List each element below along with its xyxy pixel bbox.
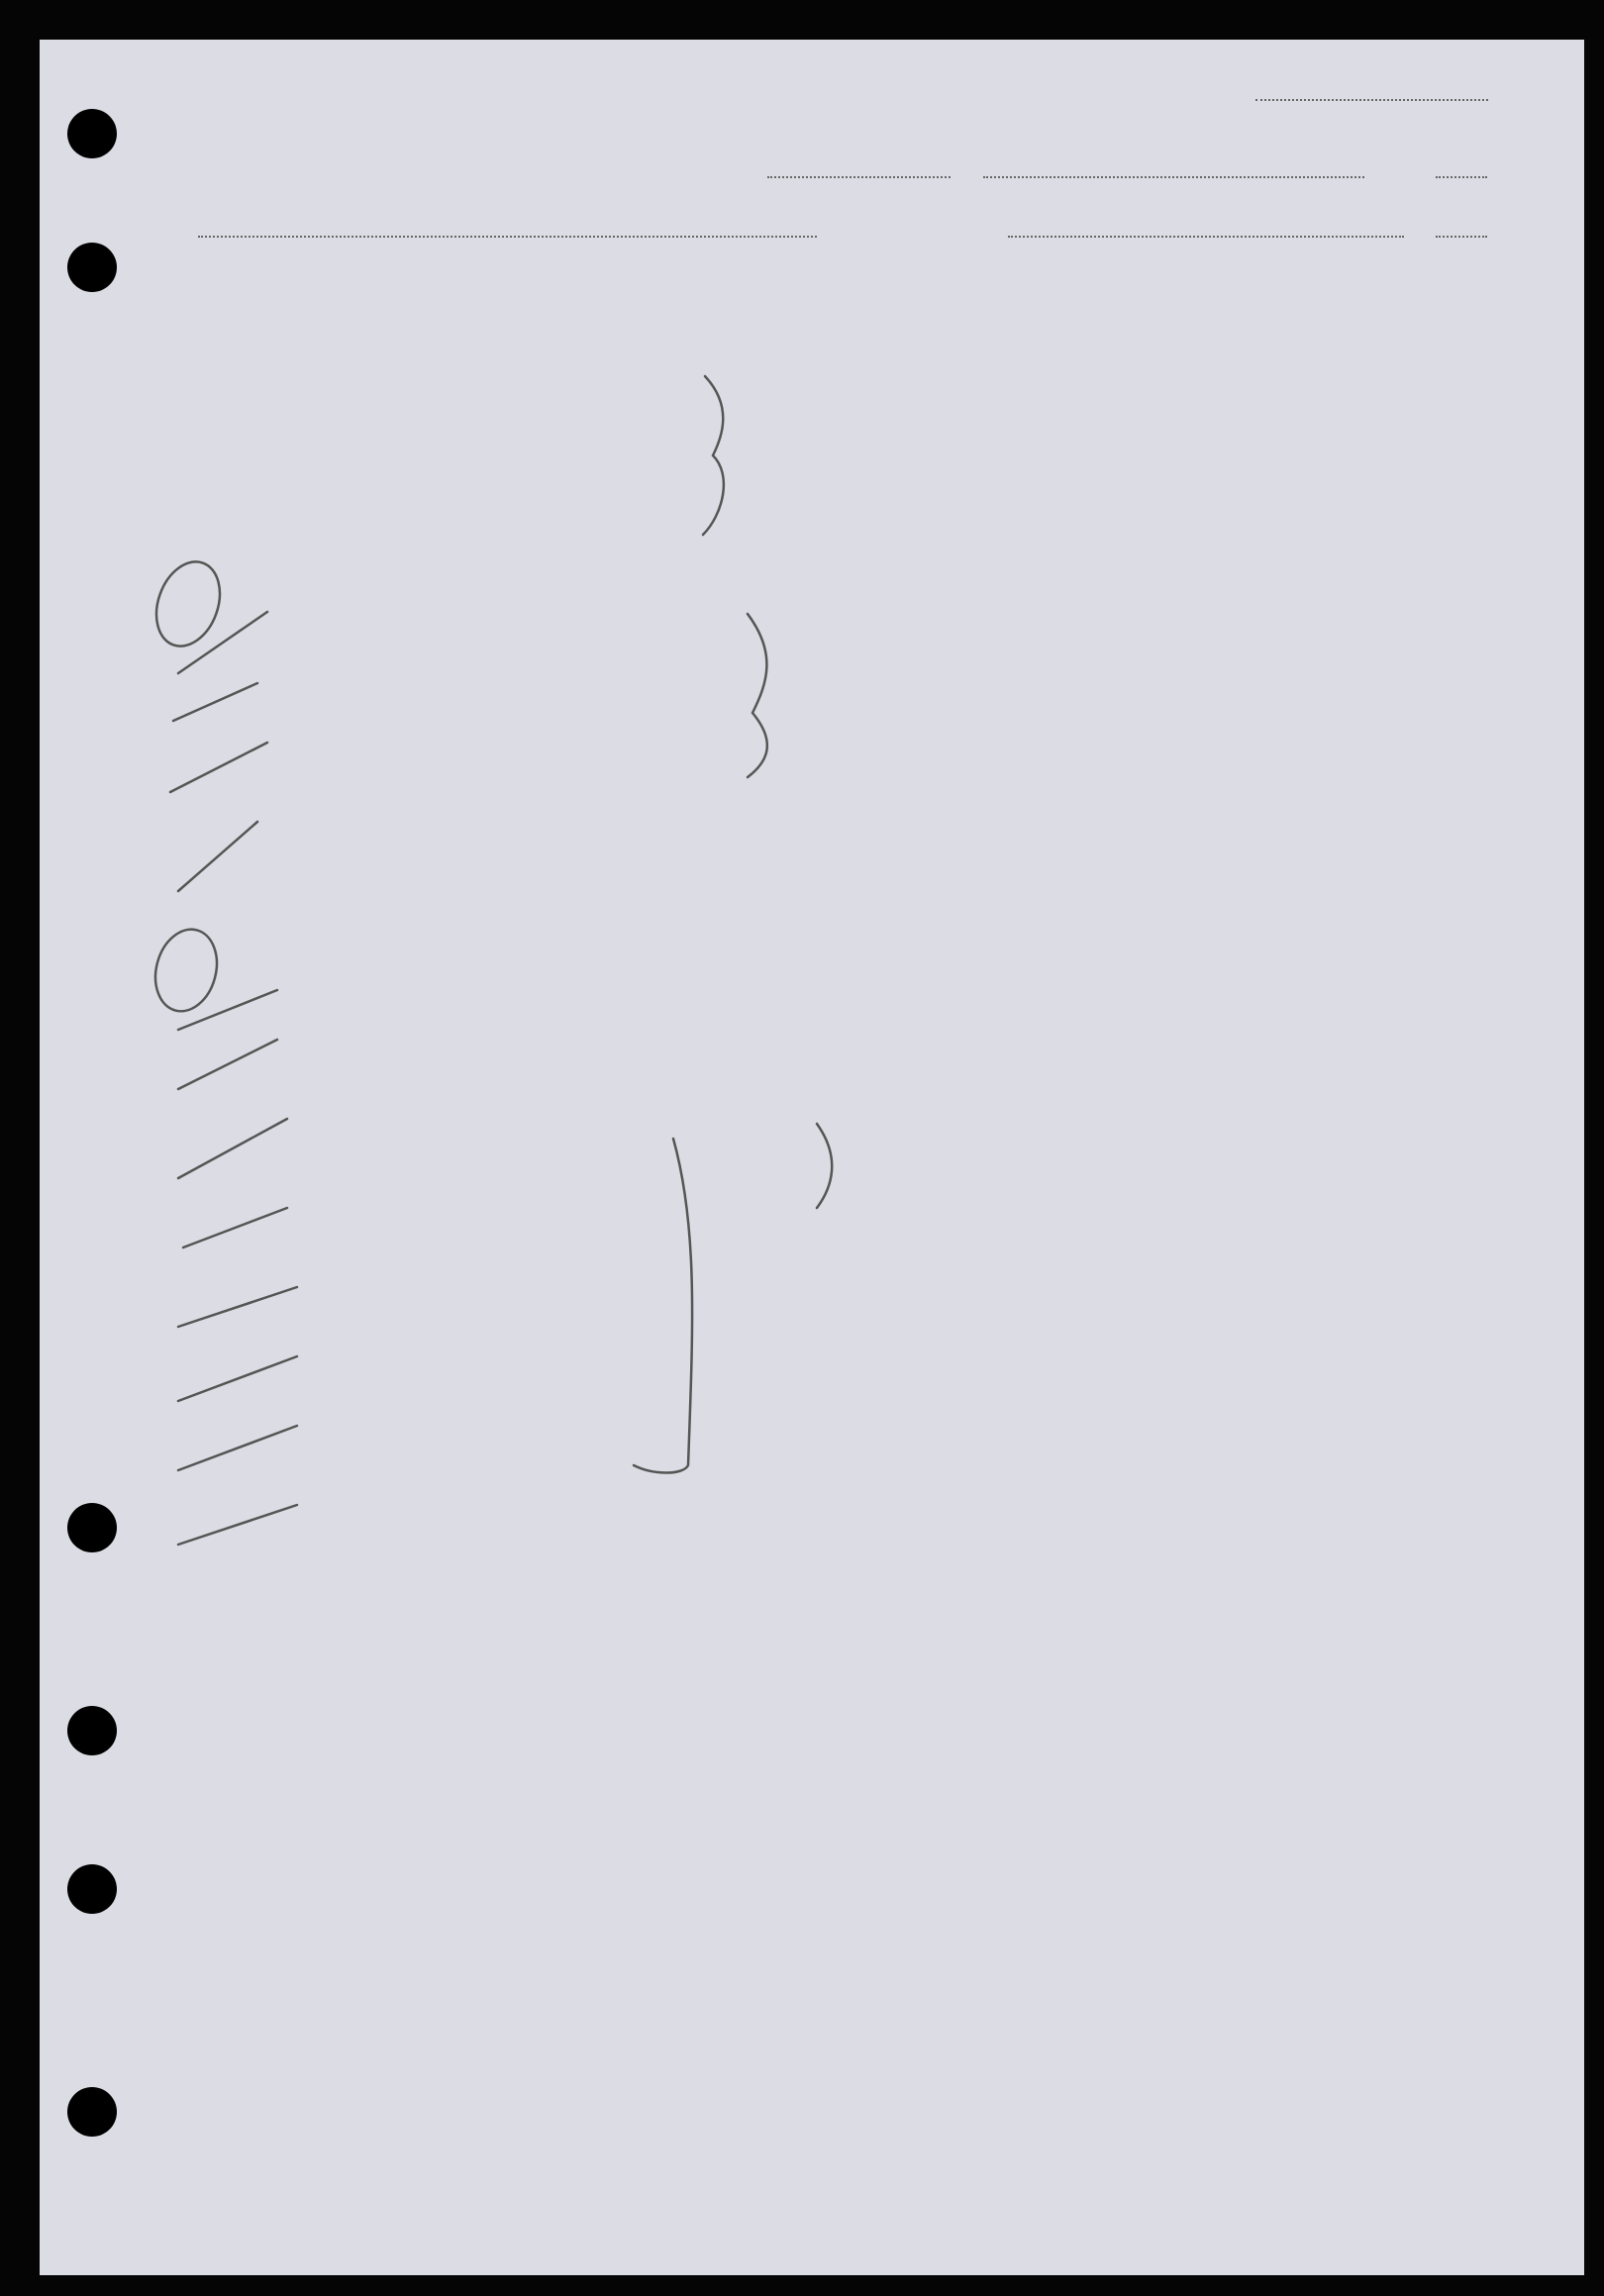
binder-hole xyxy=(67,1864,117,1914)
manifest-page xyxy=(40,40,1584,2275)
manifest-grid xyxy=(40,40,1584,2275)
binder-hole xyxy=(67,1706,117,1755)
binder-hole xyxy=(67,243,117,292)
binder-hole xyxy=(67,1503,117,1552)
binder-hole xyxy=(67,2087,117,2137)
binder-hole xyxy=(67,109,117,158)
